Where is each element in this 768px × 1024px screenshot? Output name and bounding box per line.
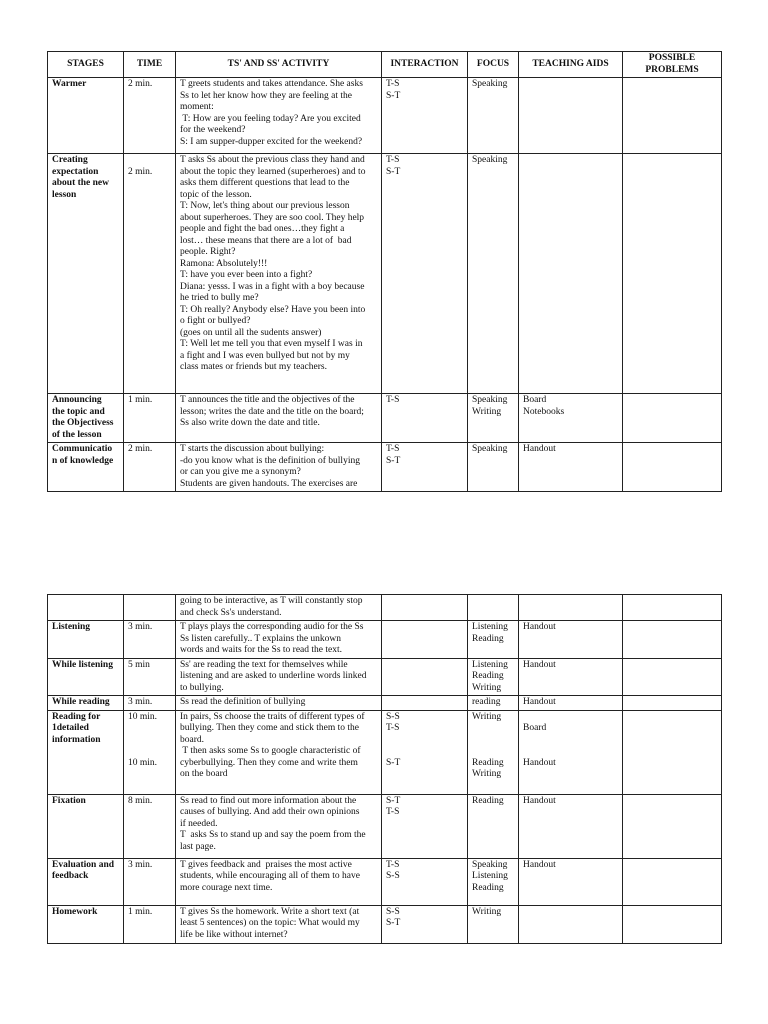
focus-text: Writing <box>472 711 502 722</box>
activity-text: T starts the discussion about bullying: <box>180 444 325 454</box>
stage-text: Warmer <box>52 79 87 89</box>
header-time: TIME <box>124 52 176 78</box>
aids-text: Board <box>523 395 547 405</box>
focus-cell <box>468 154 519 394</box>
focus-cell <box>468 696 519 711</box>
aids-cell <box>519 858 623 905</box>
activity-text: T then asks some Ss to google characteristic of <box>180 746 361 756</box>
activity-text: o fight or bullyed? <box>180 316 251 326</box>
aids-text: Board <box>523 723 547 733</box>
stage-cell <box>48 621 124 659</box>
activity-text: for the weekend? <box>180 125 246 135</box>
stage-text: Fixation <box>52 795 86 806</box>
interaction-cell <box>382 710 468 794</box>
table-row <box>48 443 722 492</box>
table-row <box>48 905 722 943</box>
activity-text: moment: <box>180 102 214 112</box>
focus-cell <box>468 595 519 621</box>
activity-text: S: I am supper-dupper excited for the weekend? <box>180 136 363 147</box>
activity-cell <box>176 696 382 711</box>
stage-text: about the new <box>52 178 110 188</box>
table-row <box>48 710 722 794</box>
activity-text: (goes on until all the sudents answer) <box>180 327 322 338</box>
interaction-cell <box>382 696 468 711</box>
focus-cell <box>468 443 519 492</box>
stage-text: lesson <box>52 189 77 200</box>
problems-cell <box>623 621 722 659</box>
problems-cell <box>623 858 722 905</box>
activity-text: Ss also write down the date and title. <box>180 418 320 428</box>
activity-text: In pairs, Ss choose the traits of different types of <box>180 711 365 722</box>
interaction-cell <box>382 443 468 492</box>
table-row <box>48 595 722 621</box>
aids-cell <box>519 794 623 858</box>
stage-cell <box>48 154 124 394</box>
problems-cell <box>623 443 722 492</box>
interaction-text: S-S <box>386 871 400 881</box>
stage-text: Listening <box>52 622 91 632</box>
activity-cell <box>176 858 382 905</box>
activity-text: people and fight the bad ones…they fight a <box>180 224 345 234</box>
time-cell <box>124 394 176 443</box>
header-stages: STAGES <box>48 52 124 78</box>
activity-text: T: have you ever been into a fight? <box>180 270 313 280</box>
focus-text: Writing <box>472 682 502 693</box>
focus-text: Reading <box>472 757 504 768</box>
time-text: 10 min. <box>128 757 158 768</box>
aids-text: Handout <box>523 622 556 632</box>
activity-text: words and waits for the Ss to read the text. <box>180 645 342 655</box>
aids-text: Handout <box>523 757 556 768</box>
time-text: 2 min. <box>128 166 153 177</box>
time-text: 1 min. <box>128 906 153 917</box>
activity-text: bullying. Then they come and stick them to the <box>180 723 359 733</box>
stage-cell <box>48 78 124 154</box>
activity-text: asks them different questions that lead to the <box>180 178 350 188</box>
interaction-cell <box>382 658 468 696</box>
interaction-text: S-S <box>386 711 400 722</box>
interaction-text: T-S <box>386 723 400 733</box>
stage-text: While listening <box>52 659 113 670</box>
focus-text: Reading <box>472 795 504 806</box>
stage-text: n of knowledge <box>52 455 114 466</box>
focus-text: Listening <box>472 871 508 881</box>
interaction-text: T-S <box>386 79 400 89</box>
time-text: 1 min. <box>128 395 153 405</box>
aids-cell <box>519 710 623 794</box>
activity-text: Ss' are reading the text for themselves while <box>180 659 348 670</box>
stage-cell <box>48 443 124 492</box>
time-text <box>128 723 171 735</box>
lesson-plan-table-page-1 <box>47 51 722 492</box>
interaction-text: S-T <box>386 455 401 466</box>
activity-text: life be like without internet? <box>180 929 288 940</box>
focus-cell <box>468 394 519 443</box>
stage-text: information <box>52 734 101 745</box>
time-cell <box>124 595 176 621</box>
stage-text: Homework <box>52 906 98 917</box>
focus-text: reading <box>472 697 501 707</box>
problems-cell <box>623 154 722 394</box>
time-text: 5 min <box>128 659 150 670</box>
problems-cell <box>623 794 722 858</box>
stage-text: expectation <box>52 166 99 177</box>
focus-text: Speaking <box>472 155 508 165</box>
time-text: 3 min. <box>128 622 153 632</box>
time-text: 2 min. <box>128 79 153 89</box>
activity-text: about superheroes. They are soo cool. They help <box>180 212 365 223</box>
time-cell <box>124 794 176 858</box>
stage-text: Announcing <box>52 395 102 405</box>
activity-text: people. Right? <box>180 247 236 257</box>
aids-cell <box>519 78 623 154</box>
activity-text: T asks Ss to stand up and say the poem from the <box>180 830 366 840</box>
stage-cell <box>48 710 124 794</box>
activity-text: class mates or friends but my teachers. <box>180 362 327 372</box>
activity-text: T: How are you feeling today? Are you excited <box>180 113 361 124</box>
time-cell <box>124 443 176 492</box>
time-text: 3 min. <box>128 859 153 870</box>
activity-text: on the board <box>180 769 228 779</box>
table-row <box>48 794 722 858</box>
time-text <box>128 155 171 167</box>
aids-cell <box>519 658 623 696</box>
interaction-text: T-S <box>386 155 400 165</box>
activity-cell <box>176 905 382 943</box>
aids-text: Handout <box>523 859 556 870</box>
table-row <box>48 78 722 154</box>
focus-text: Writing <box>472 406 502 417</box>
activity-text: cyberbullying. Then they come and write them <box>180 757 358 768</box>
activity-text: last page. <box>180 841 216 852</box>
aids-text: Handout <box>523 659 556 670</box>
aids-cell <box>519 696 623 711</box>
stage-text: feedback <box>52 871 89 881</box>
activity-text: T gives feedback and praises the most active <box>180 859 352 870</box>
header-interaction: INTERACTION <box>382 52 468 78</box>
focus-text: Reading <box>472 671 504 681</box>
table-row <box>48 621 722 659</box>
focus-text: Speaking <box>472 859 508 870</box>
interaction-cell <box>382 905 468 943</box>
stage-text: the topic and <box>52 406 105 417</box>
activity-text: lesson; writes the date and the title on the board; <box>180 406 364 417</box>
activity-text: Diana: yesss. I was in a fight with a boy because <box>180 281 365 292</box>
stage-text: While reading <box>52 697 110 707</box>
table-row <box>48 658 722 696</box>
focus-text: Speaking <box>472 79 508 89</box>
activity-text: or can you give me a synonym? <box>180 467 301 477</box>
interaction-text: T-S <box>386 807 400 817</box>
time-cell <box>124 905 176 943</box>
time-text: 3 min. <box>128 697 153 707</box>
focus-cell <box>468 658 519 696</box>
activity-text: if needed. <box>180 818 218 829</box>
activity-text: T greets students and takes attendance. She asks <box>180 79 363 89</box>
stage-cell <box>48 696 124 711</box>
problems-cell <box>623 595 722 621</box>
aids-cell <box>519 154 623 394</box>
focus-cell <box>468 858 519 905</box>
focus-cell <box>468 710 519 794</box>
stage-cell <box>48 794 124 858</box>
interaction-text: S-T <box>386 918 401 928</box>
activity-text: Ss read to find out more information about the <box>180 795 357 806</box>
activity-text: students, while encouraging all of them to have <box>180 871 360 881</box>
activity-cell <box>176 443 382 492</box>
table-body <box>48 78 722 492</box>
problems-cell <box>623 78 722 154</box>
stage-cell <box>48 858 124 905</box>
time-text <box>128 735 171 747</box>
stage-text: Creating <box>52 155 88 165</box>
focus-text <box>472 746 514 758</box>
time-cell <box>124 78 176 154</box>
stage-cell <box>48 658 124 696</box>
focus-text: Listening <box>472 659 508 670</box>
aids-cell <box>519 595 623 621</box>
interaction-cell <box>382 595 468 621</box>
stage-cell <box>48 394 124 443</box>
activity-text: a fight and I was even bullyed but not by my <box>180 350 350 361</box>
time-cell <box>124 154 176 394</box>
activity-cell <box>176 394 382 443</box>
time-cell <box>124 858 176 905</box>
focus-cell <box>468 621 519 659</box>
focus-cell <box>468 794 519 858</box>
activity-cell <box>176 658 382 696</box>
activity-cell <box>176 595 382 621</box>
stage-text: Communicatio <box>52 444 113 454</box>
aids-text <box>523 735 618 747</box>
activity-text: T plays plays the corresponding audio for the Ss <box>180 622 364 632</box>
aids-cell <box>519 394 623 443</box>
activity-text: lost… these means that there are a lot of bad <box>180 235 352 246</box>
activity-cell <box>176 154 382 394</box>
time-text: 8 min. <box>128 795 153 806</box>
stage-text: of the lesson <box>52 429 102 440</box>
interaction-text: S-T <box>386 757 401 768</box>
activity-text: T gives Ss the homework. Write a short text (at <box>180 906 360 917</box>
header-possible-problems: POSSIBLE PROBLEMS <box>623 52 722 78</box>
table-row <box>48 858 722 905</box>
interaction-text: T-S <box>386 395 400 405</box>
time-cell <box>124 658 176 696</box>
aids-cell <box>519 443 623 492</box>
problems-cell <box>623 394 722 443</box>
interaction-cell <box>382 154 468 394</box>
focus-text: Listening <box>472 622 508 632</box>
aids-text <box>523 746 618 758</box>
lesson-plan-table-page-2 <box>47 594 722 944</box>
header-teaching-aids: TEACHING AIDS <box>519 52 623 78</box>
time-text: 10 min. <box>128 711 158 722</box>
time-cell <box>124 621 176 659</box>
time-text <box>128 746 171 758</box>
interaction-text: S-T <box>386 795 401 806</box>
activity-text: T: Oh really? Anybody else? Have you been into <box>180 304 366 315</box>
interaction-text <box>386 746 463 758</box>
interaction-text: T-S <box>386 444 400 454</box>
activity-cell <box>176 78 382 154</box>
aids-text: Handout <box>523 697 556 707</box>
focus-text: Speaking <box>472 444 508 454</box>
problems-cell <box>623 710 722 794</box>
time-cell <box>124 710 176 794</box>
activity-text: -do you know what is the definition of bullying <box>180 455 360 466</box>
activity-text: causes of bullying. And add their own opinions <box>180 807 360 817</box>
stage-text: 1detailed <box>52 723 89 733</box>
aids-text: Handout <box>523 444 556 454</box>
activity-text: Students are given handouts. The exercises are <box>180 478 358 489</box>
activity-text: going to be interactive, as T will constantly stop <box>180 596 363 606</box>
activity-text: Ss to let her know how they are feeling at the <box>180 90 353 101</box>
interaction-text: S-S <box>386 906 400 917</box>
focus-cell <box>468 905 519 943</box>
stage-text: Evaluation and <box>52 859 115 870</box>
activity-cell <box>176 710 382 794</box>
interaction-text: T-S <box>386 859 400 870</box>
activity-text: T: Well let me tell you that even myself I was in <box>180 339 363 349</box>
aids-text: Notebooks <box>523 406 565 417</box>
activity-text: and check Ss's understand. <box>180 607 282 618</box>
activity-text: Ss read the definition of bullying <box>180 697 306 707</box>
activity-text: T announces the title and the objectives of the <box>180 395 355 405</box>
time-cell <box>124 696 176 711</box>
activity-text: Ss listen carefully.. T explains the unkown <box>180 633 342 644</box>
stage-text: the Objectivess <box>52 418 114 428</box>
stage-cell <box>48 905 124 943</box>
focus-text: Speaking <box>472 395 508 405</box>
table-row <box>48 154 722 394</box>
activity-text: more courage next time. <box>180 882 273 893</box>
activity-cell <box>176 794 382 858</box>
problems-cell <box>623 905 722 943</box>
activity-text: he tried to bully me? <box>180 293 259 303</box>
interaction-cell <box>382 78 468 154</box>
aids-text: Handout <box>523 795 556 806</box>
aids-text <box>523 712 618 724</box>
activity-text: least 5 sentences) on the topic: What would my <box>180 918 360 928</box>
interaction-cell <box>382 858 468 905</box>
interaction-cell <box>382 394 468 443</box>
focus-text <box>472 735 514 747</box>
table-row <box>48 394 722 443</box>
interaction-text: S-T <box>386 166 401 177</box>
stage-cell <box>48 595 124 621</box>
activity-text: T: Now, let's thing about our previous lesson <box>180 201 350 211</box>
activity-text: Ramona: Absolutely!!! <box>180 258 268 269</box>
activity-text: board. <box>180 734 205 745</box>
header-row <box>48 52 722 78</box>
focus-text <box>472 723 514 735</box>
interaction-cell <box>382 794 468 858</box>
focus-text: Writing <box>472 769 502 779</box>
time-text: 2 min. <box>128 444 153 454</box>
activity-text: to bullying. <box>180 682 224 693</box>
aids-cell <box>519 905 623 943</box>
activity-text: about the topic they learned (superheroes) and to <box>180 166 366 177</box>
activity-text: T asks Ss about the previous class they hand and <box>180 155 365 165</box>
interaction-text <box>386 735 463 747</box>
stage-text: Reading for <box>52 711 101 722</box>
table-body <box>48 595 722 944</box>
interaction-text: S-T <box>386 90 401 101</box>
table-row <box>48 696 722 711</box>
focus-cell <box>468 78 519 154</box>
focus-text: Reading <box>472 882 504 893</box>
activity-cell <box>176 621 382 659</box>
focus-text: Reading <box>472 633 504 644</box>
focus-text: Writing <box>472 906 502 917</box>
aids-cell <box>519 621 623 659</box>
problems-cell <box>623 658 722 696</box>
header-focus: FOCUS <box>468 52 519 78</box>
problems-cell <box>623 696 722 711</box>
header-activity: TS' AND SS' ACTIVITY <box>176 52 382 78</box>
activity-text: listening and are asked to underline words linked <box>180 671 367 681</box>
interaction-cell <box>382 621 468 659</box>
activity-text: topic of the lesson. <box>180 189 252 200</box>
